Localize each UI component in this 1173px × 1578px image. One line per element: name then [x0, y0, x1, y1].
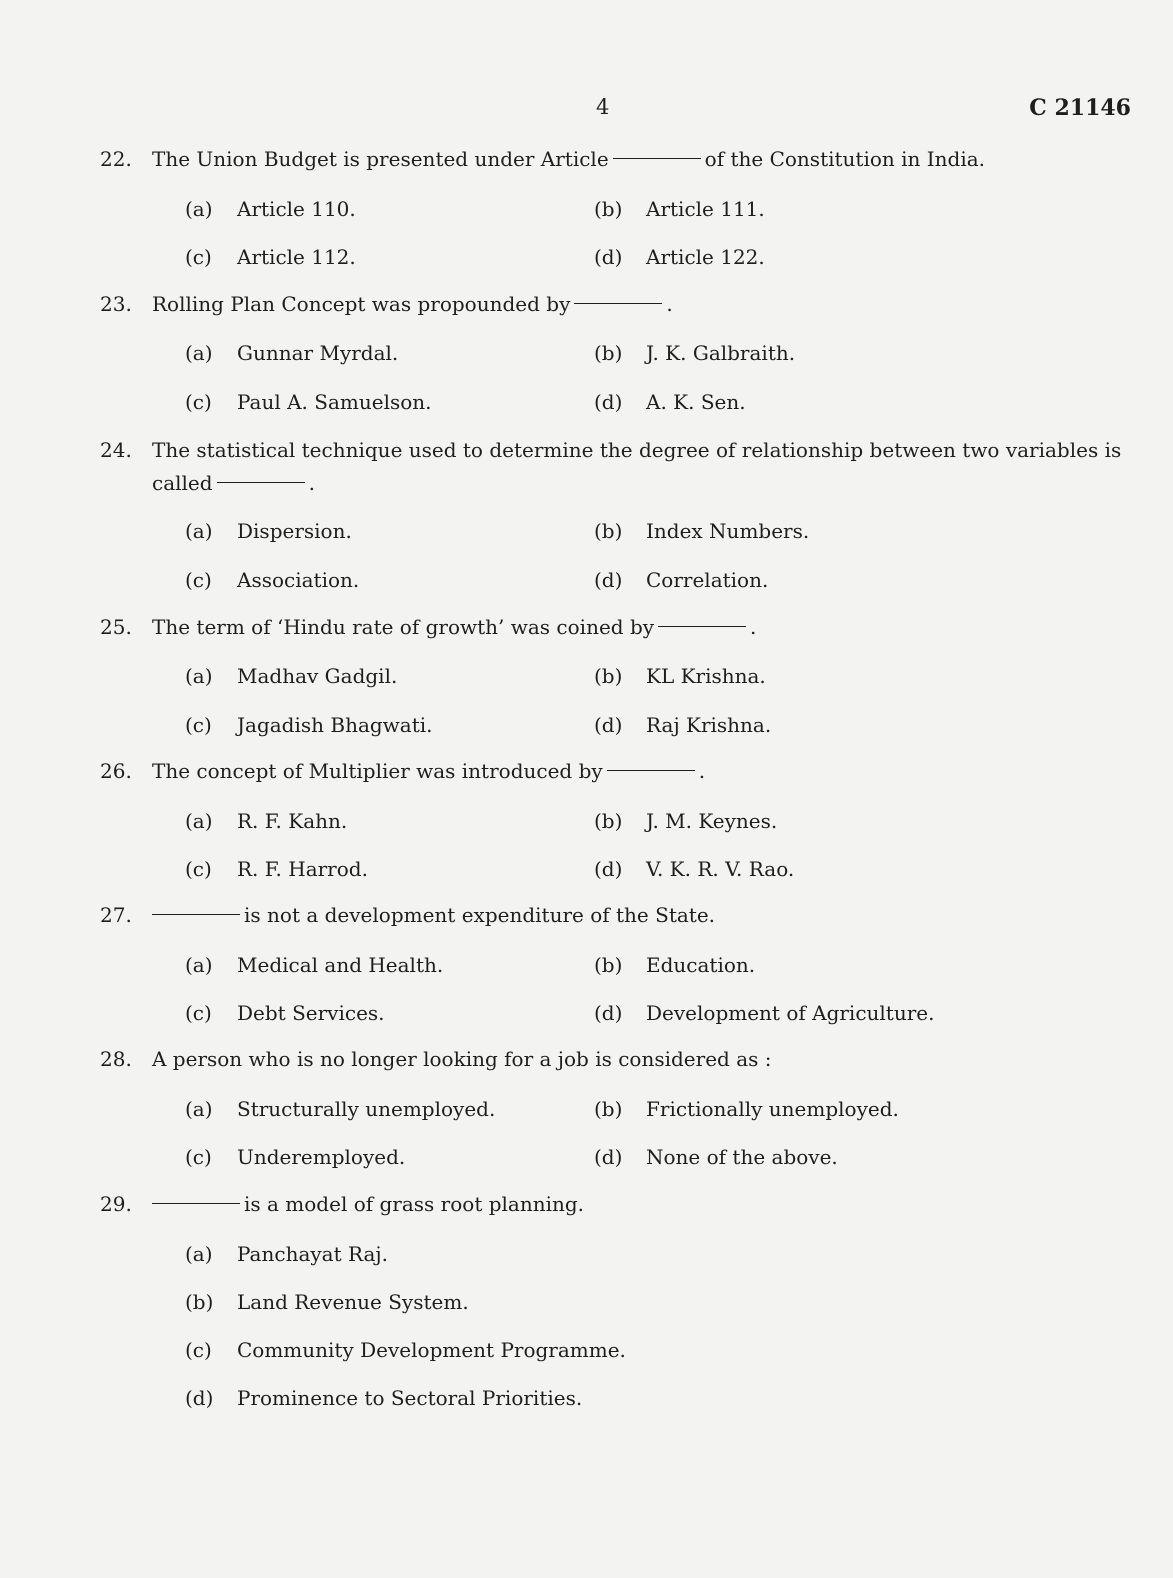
question-stem-continued: . [308, 471, 315, 495]
option-d [594, 566, 768, 594]
option-label: (c) [185, 245, 212, 269]
option-b [185, 1288, 469, 1316]
option-text: Community Development Programme. [237, 1338, 626, 1362]
question-24 [100, 434, 1135, 500]
option-label: (c) [185, 390, 212, 414]
question-text [152, 288, 1135, 321]
question-stem: A person who is no longer looking for a job is considered as : [152, 1047, 772, 1071]
option-d [594, 388, 746, 416]
answer-blank [607, 770, 695, 771]
question-number: 24. [100, 438, 132, 462]
question-number: 29. [100, 1192, 132, 1216]
option-b [594, 951, 755, 979]
option-label: (b) [594, 341, 623, 365]
option-b [594, 517, 809, 545]
question-text [152, 1043, 1135, 1076]
question-stem: Rolling Plan Concept was propounded by [152, 292, 571, 316]
question-number: 25. [100, 615, 132, 639]
question-29 [100, 1188, 1135, 1221]
question-text [152, 611, 1135, 644]
answer-blank [658, 626, 746, 627]
question-stem: The term of ‘Hindu rate of growth’ was coined by [152, 615, 655, 639]
option-text: Gunnar Myrdal. [237, 341, 399, 365]
option-text: Prominence to Sectoral Priorities. [237, 1386, 583, 1410]
option-text: KL Krishna. [646, 664, 766, 688]
option-d [594, 711, 771, 739]
option-text: Panchayat Raj. [237, 1242, 388, 1266]
option-text: None of the above. [646, 1145, 838, 1169]
option-text: Medical and Health. [237, 953, 444, 977]
option-label: (d) [594, 713, 623, 737]
option-text: V. K. R. V. Rao. [646, 857, 795, 881]
question-text [152, 143, 1135, 176]
option-label: (c) [185, 568, 212, 592]
option-d [594, 999, 934, 1027]
option-c [185, 1336, 626, 1364]
answer-blank [613, 158, 701, 159]
option-text: Jagadish Bhagwati. [237, 713, 433, 737]
option-c [185, 999, 385, 1027]
option-text: Frictionally unemployed. [646, 1097, 899, 1121]
question-stem-continued: of the Constitution in India. [704, 147, 986, 171]
option-c [185, 711, 433, 739]
option-text: Article 110. [237, 197, 356, 221]
option-text: Article 122. [646, 245, 765, 269]
option-label: (d) [594, 390, 623, 414]
question-text [152, 899, 1135, 932]
question-stem: The statistical technique used to determine the degree of relationship between two variables is called [152, 438, 1122, 495]
option-text: Dispersion. [237, 519, 352, 543]
option-d [594, 1143, 838, 1171]
option-label: (b) [594, 664, 623, 688]
question-number: 22. [100, 147, 132, 171]
option-label: (d) [185, 1386, 214, 1410]
option-d [594, 243, 765, 271]
option-a [185, 807, 347, 835]
option-label: (a) [185, 953, 213, 977]
option-b [594, 662, 766, 690]
option-text: Article 112. [237, 245, 356, 269]
option-label: (b) [185, 1290, 214, 1314]
question-25 [100, 611, 1135, 644]
question-22 [100, 143, 1135, 176]
option-a [185, 195, 356, 223]
option-label: (a) [185, 341, 213, 365]
option-label: (b) [594, 197, 623, 221]
option-label: (b) [594, 953, 623, 977]
option-label: (b) [594, 809, 623, 833]
option-text: R. F. Harrod. [237, 857, 368, 881]
option-text: A. K. Sen. [646, 390, 746, 414]
option-text: Structurally unemployed. [237, 1097, 496, 1121]
option-b [594, 195, 765, 223]
option-text: Correlation. [646, 568, 769, 592]
option-label: (a) [185, 197, 213, 221]
option-label: (c) [185, 1001, 212, 1025]
option-text: Article 111. [646, 197, 765, 221]
option-text: Madhav Gadgil. [237, 664, 398, 688]
option-text: Index Numbers. [646, 519, 810, 543]
option-b [594, 339, 795, 367]
option-label: (c) [185, 1145, 212, 1169]
question-stem-continued: is not a development expenditure of the State. [244, 903, 716, 927]
option-a [185, 339, 398, 367]
question-27 [100, 899, 1135, 932]
option-text: Development of Agriculture. [646, 1001, 935, 1025]
option-label: (a) [185, 1097, 213, 1121]
question-number: 27. [100, 903, 132, 927]
question-number: 23. [100, 292, 132, 316]
option-label: (c) [185, 713, 212, 737]
question-number: 26. [100, 759, 132, 783]
question-26 [100, 755, 1135, 788]
page-number: 4 [596, 95, 610, 119]
option-label: (d) [594, 568, 623, 592]
option-c [185, 388, 432, 416]
paper-code: C 21146 [1029, 95, 1131, 121]
option-label: (a) [185, 1242, 213, 1266]
question-23 [100, 288, 1135, 321]
option-text: Land Revenue System. [237, 1290, 469, 1314]
option-text: J. K. Galbraith. [646, 341, 796, 365]
option-a [185, 1095, 495, 1123]
question-stem: The Union Budget is presented under Article [152, 147, 609, 171]
question-stem-continued: . [698, 759, 706, 783]
option-text: Raj Krishna. [646, 713, 772, 737]
option-label: (d) [594, 1001, 623, 1025]
question-stem-continued: . [666, 292, 673, 316]
option-d [185, 1384, 582, 1412]
option-text: R. F. Kahn. [237, 809, 348, 833]
question-text [152, 755, 1135, 788]
question-stem: The concept of Multiplier was introduced by [152, 759, 603, 783]
option-text: Association. [237, 568, 360, 592]
option-b [594, 1095, 899, 1123]
option-c [185, 855, 368, 883]
option-label: (d) [594, 245, 623, 269]
answer-blank [217, 482, 305, 483]
option-text: J. M. Keynes. [646, 809, 778, 833]
option-text: Education. [646, 953, 756, 977]
option-label: (c) [185, 1338, 212, 1362]
answer-blank [574, 303, 662, 304]
question-stem-continued: . [750, 615, 757, 639]
option-text: Underemployed. [237, 1145, 406, 1169]
option-text: Paul A. Samuelson. [237, 390, 432, 414]
option-label: (b) [594, 1097, 623, 1121]
answer-blank [152, 1203, 240, 1204]
option-d [594, 855, 794, 883]
option-c [185, 243, 356, 271]
option-text: Debt Services. [237, 1001, 385, 1025]
option-label: (a) [185, 664, 213, 688]
question-28 [100, 1043, 1135, 1076]
option-label: (d) [594, 857, 623, 881]
option-label: (a) [185, 809, 213, 833]
option-label: (a) [185, 519, 213, 543]
option-a [185, 951, 443, 979]
question-text [152, 434, 1135, 500]
option-label: (c) [185, 857, 212, 881]
option-b [594, 807, 777, 835]
option-a [185, 517, 352, 545]
option-label: (b) [594, 519, 623, 543]
option-a [185, 662, 397, 690]
option-c [185, 566, 359, 594]
question-number: 28. [100, 1047, 132, 1071]
answer-blank [152, 914, 240, 915]
option-c [185, 1143, 405, 1171]
question-text [152, 1188, 1135, 1221]
option-a [185, 1240, 388, 1268]
question-stem-continued: is a model of grass root planning. [244, 1192, 585, 1216]
option-label: (d) [594, 1145, 623, 1169]
